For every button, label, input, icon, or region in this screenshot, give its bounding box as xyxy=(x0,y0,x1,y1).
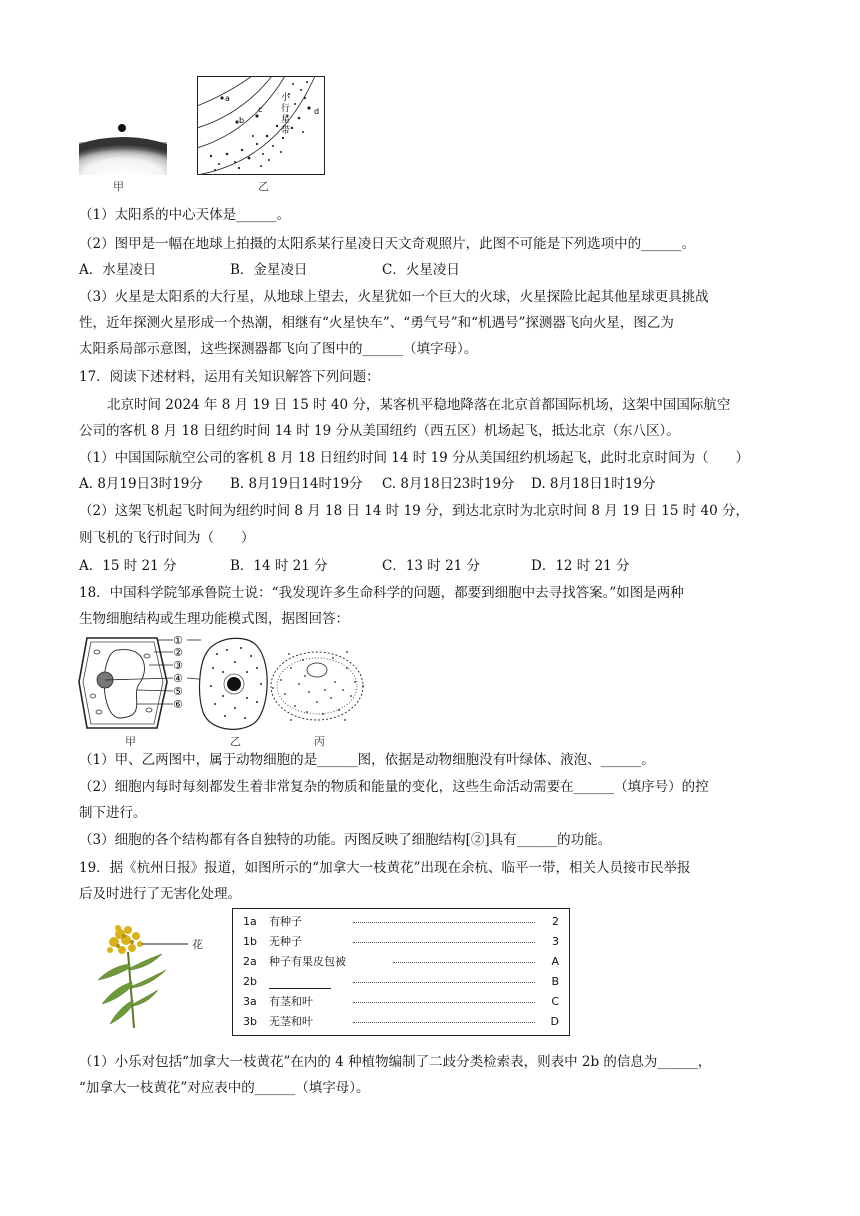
q16-part2: （2）图甲是一幅在地球上拍摄的太阳系某行星凌日天文奇观照片，此图不可能是下列选项中的______。 xyxy=(79,236,696,252)
cell-label-4: ④ xyxy=(173,672,183,685)
asteroid-belt-label-2: 行 xyxy=(281,104,291,114)
q17-material-line1: 北京时间 2024 年 8 月 19 日 15 时 40 分，某客机平稳地降落在北京首都国际机场，这架中国国际航空 xyxy=(107,397,731,413)
q16-part3-line1: （3）火星是太阳系的大行星，从地球上望去，火星犹如一个巨大的火球，火星探险比起其他星球更具挑战 xyxy=(79,289,709,305)
q17-2-option-c: C．13 时 21 分 xyxy=(382,558,481,574)
figure-cell-diagrams xyxy=(77,632,367,736)
q18-part2-line2: 制下进行。 xyxy=(79,805,147,821)
q19-part1-line2: “加拿大一枝黄花”对应表中的______（填字母）。 xyxy=(79,1080,370,1096)
q17-2-option-b: B．14 时 21 分 xyxy=(230,558,328,574)
q17-material-line2: 公司的客机 8 月 18 日纽约时间 14 时 19 分从美国纽约（西五区）机场起飞，抵达北京（东八区）。 xyxy=(79,423,680,439)
cell-label-5: ⑤ xyxy=(173,685,183,698)
cell-caption-bing: 丙 xyxy=(314,735,325,748)
cell-label-3: ③ xyxy=(173,659,183,672)
key-row: 1b 无种子 3 xyxy=(243,935,559,948)
asteroid-belt-label-3: 星 xyxy=(281,115,291,125)
q17-2-option-d: D．12 时 21 分 xyxy=(531,558,630,574)
q16-part1: （1）太阳系的中心天体是______。 xyxy=(79,207,291,223)
cell-caption-yi: 乙 xyxy=(230,735,241,748)
q18-line1: 18．中国科学院邹承鲁院士说：“我发现许多生命科学的问题，都要到细胞中去寻找答案。”如图是两种 xyxy=(79,585,684,601)
key-row: 3b 无茎和叶 D xyxy=(243,1015,559,1028)
key-row: 3a 有茎和叶 C xyxy=(243,995,559,1008)
flower-label: 花 xyxy=(192,938,203,951)
figure-transit-photo xyxy=(79,82,167,175)
q18-part2-line1: （2）细胞内每时每刻都发生着非常复杂的物质和能量的变化，这些生命活动需要在______（填序号）的控 xyxy=(79,779,709,795)
asteroid-belt-label-1: 小 xyxy=(281,93,291,103)
key-row: 2a 种子有果皮包被 A xyxy=(243,955,559,968)
q17-1-option-a: A. 8月19日3时19分 xyxy=(79,476,203,492)
orbit-label-b: b xyxy=(239,116,245,125)
key-blank xyxy=(269,976,331,989)
figure-goldenrod-plant xyxy=(92,920,212,1030)
cell-label-2: ② xyxy=(173,646,183,659)
q17-heading: 17．阅读下述材料，运用有关知识解答下列问题： xyxy=(79,369,380,385)
orbit-label-d: d xyxy=(314,107,320,116)
figure-caption-jia: 甲 xyxy=(113,180,124,193)
q16-option-b: B．金星凌日 xyxy=(230,262,308,278)
q19-line2: 后及时进行了无害化处理。 xyxy=(79,886,241,902)
q16-option-a: A．水星凌日 xyxy=(79,262,157,278)
q17-part2-line1: （2）这架飞机起飞时间为纽约时间 8 月 18 日 14 时 19 分，到达北京时为北京时间 8 月 19 日 15 时 40 分， xyxy=(79,503,749,519)
orbit-label-c: c xyxy=(258,105,263,114)
q17-1-option-b: B. 8月19日14时19分 xyxy=(230,476,363,492)
q17-2-option-a: A．15 时 21 分 xyxy=(79,558,177,574)
q18-part1: （1）甲、乙两图中，属于动物细胞的是______图，依据是动物细胞没有叶绿体、液泡、______。 xyxy=(79,752,655,768)
cell-label-6: ⑥ xyxy=(173,698,183,711)
cell-label-1: ① xyxy=(173,634,183,647)
q18-line2: 生物细胞结构或生理功能模式图，据图回答： xyxy=(79,611,349,627)
key-row: 1a 有种子 2 xyxy=(243,915,559,928)
q19-line1: 19．据《杭州日报》报道，如图所示的“加拿大一枝黄花”出现在余杭、临平一带，相关人员接市民举报 xyxy=(79,860,691,876)
figure-solar-system-diagram xyxy=(197,76,325,175)
q17-1-option-d: D. 8月18日1时19分 xyxy=(531,476,656,492)
dichotomous-key-table xyxy=(232,908,570,1036)
q16-part3-line2: 性，近年探测火星形成一个热潮，相继有“火星快车”、“勇气号”和“机遇号”探测器飞向火星，图乙为 xyxy=(79,315,674,331)
orbit-label-a: a xyxy=(225,94,230,103)
figure-caption-yi: 乙 xyxy=(258,180,269,193)
q17-part1: （1）中国国际航空公司的客机 8 月 18 日纽约时间 14 时 19 分从美国纽约机场起飞，此时北京时间为（ ） xyxy=(79,450,750,466)
q17-1-option-c: C. 8月18日23时19分 xyxy=(382,476,515,492)
q16-option-c: C．火星凌日 xyxy=(382,262,460,278)
key-row-blank: 2b B xyxy=(243,975,559,988)
cell-caption-jia: 甲 xyxy=(125,735,136,748)
q18-part3: （3）细胞的各个结构都有各自独特的功能。丙图反映了细胞结构[②]具有______的功能。 xyxy=(79,832,612,848)
asteroid-belt-label-4: 带 xyxy=(281,126,291,136)
q19-part1-line1: （1）小乐对包括“加拿大一枝黄花”在内的 4 种植物编制了二歧分类检索表，则表中 2b 的信息为______， xyxy=(79,1054,712,1070)
q16-part3-line3: 太阳系局部示意图，这些探测器都飞向了图中的______（填字母）。 xyxy=(79,341,478,357)
q17-part2-line2: 则飞机的飞行时间为（ ） xyxy=(79,530,255,546)
